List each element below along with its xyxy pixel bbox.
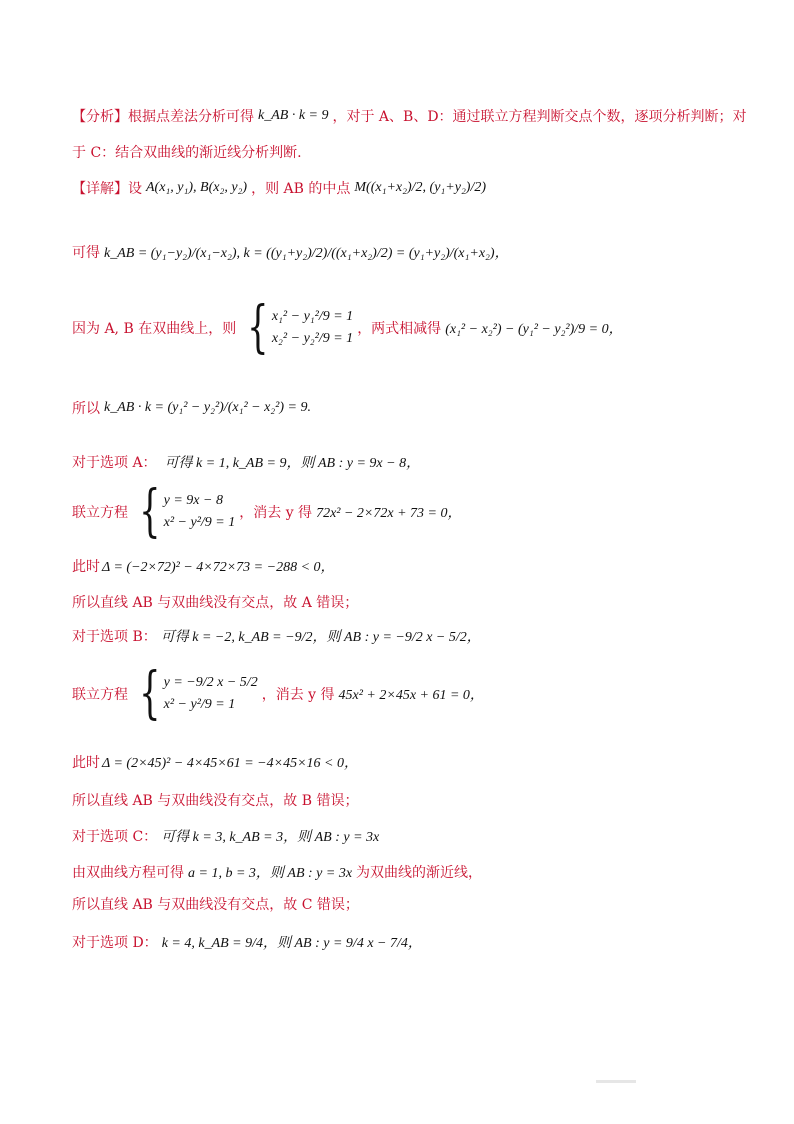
optionA-quad: 72x² − 2×72x + 73 = 0， <box>316 506 462 521</box>
subtract-text: ，两式相减得 <box>357 321 442 337</box>
left-brace: { <box>139 661 161 726</box>
optionA-elim: ，消去 y 得 <box>239 505 313 521</box>
optionA-line-3 <box>72 556 335 576</box>
subtract-result: (x₁² − x₂²) − (y₁² − y₂²)/9 = 0， <box>445 322 623 337</box>
analysis-math: k_AB · k = 9 <box>258 108 329 123</box>
slope-expr: k_AB = (y₁−y₂)/(x₁−x₂), k = ((y₁+y₂)/2)/((x₁+x₂)/2) = (y₁+y₂)/(x₁+x₂)， <box>104 246 509 261</box>
left-brace: { <box>139 479 161 544</box>
optionB-conclusion: 所以直线 AB 与双曲线没有交点，故 B 错误； <box>72 793 359 809</box>
so-expr: k_AB · k = (y₁² − y₂²)/(x₁² − x₂²) = 9. <box>104 400 311 415</box>
slope-text: 可得 <box>72 245 100 261</box>
optionA-join: 联立方程 <box>72 505 128 521</box>
optionD-line-1 <box>72 932 422 952</box>
optionA-system <box>132 479 236 544</box>
optionB-line-1 <box>72 626 481 646</box>
optionB-delta-text: 此时 <box>72 755 100 771</box>
analysis-line-2: 于 C：结合双曲线的渐近线分析判断. <box>72 145 302 161</box>
faint-mark <box>596 1080 636 1083</box>
detail-tag: 【详解】 <box>72 181 128 197</box>
because-line <box>72 295 623 360</box>
optionB-quad: 45x² + 2×45x + 61 = 0， <box>338 688 484 703</box>
optionA-line-2 <box>72 479 462 544</box>
analysis-line-1 <box>72 106 747 126</box>
optionA-delta-text: 此时 <box>72 559 100 575</box>
detail-set: 设 <box>128 181 142 197</box>
analysis-text-a: 根据点差法分析可得 <box>128 109 254 125</box>
system1-eq2: x₂² − y₂²/9 = 1 <box>271 331 354 346</box>
system1 <box>240 295 354 360</box>
analysis-text-b: ，对于 A、B、D：通过联立方程判断交点个数，逐项分析判断；对 <box>332 109 747 125</box>
optionD-label: 对于选项 D： <box>72 935 158 951</box>
optionB-eq2: x² − y²/9 = 1 <box>163 697 236 712</box>
analysis-tag: 【分析】 <box>72 109 128 125</box>
optionB-a1: 可得 k = −2, k_AB = −9/2，则 AB : y = −9/2 x − 5/2， <box>160 630 481 645</box>
optionB-label: 对于选项 B： <box>72 629 157 645</box>
optionC-conclusion: 所以直线 AB 与双曲线没有交点，故 C 错误； <box>72 897 359 913</box>
system1-eq1: x₁² − y₁²/9 = 1 <box>271 309 354 324</box>
optionC-line-2 <box>72 862 482 882</box>
optionB-elim: ，消去 y 得 <box>261 687 335 703</box>
optionA-eq2: x² − y²/9 = 1 <box>163 515 236 530</box>
optionC-b1-text: 由双曲线方程可得 <box>72 865 184 881</box>
so-text: 所以 <box>72 401 100 417</box>
optionC-a1: 可得 k = 3, k_AB = 3，则 AB : y = 3x <box>161 830 380 845</box>
optionC-b1-tail: 为双曲线的渐近线， <box>356 865 483 881</box>
optionD-a1: k = 4, k_AB = 9/4，则 AB : y = 9/4 x − 7/4， <box>161 936 422 951</box>
optionA-delta: Δ = (−2×72)² − 4×72×73 = −288 < 0， <box>102 560 335 575</box>
optionA-conclusion: 所以直线 AB 与双曲线没有交点，故 A 错误； <box>72 595 359 611</box>
optionB-line-2 <box>72 661 484 726</box>
optionA-line-1 <box>72 452 420 472</box>
because-text: 因为 A, B 在双曲线上，则 <box>72 321 237 337</box>
optionB-delta: Δ = (2×45)² − 4×45×61 = −4×45×16 < 0， <box>102 756 358 771</box>
detail-mid-text: ，则 AB 的中点 <box>251 181 351 197</box>
optionA-eq1: y = 9x − 8 <box>163 493 223 508</box>
optionC-b1-math: a = 1, b = 3，则 AB : y = 3x <box>188 866 353 881</box>
optionA-a1: 可得 k = 1, k_AB = 9，则 AB : y = 9x − 8， <box>164 456 421 471</box>
optionB-line-3 <box>72 752 358 772</box>
optionB-eq1: y = −9/2 x − 5/2 <box>163 675 258 690</box>
detail-points: A(x₁, y₁), B(x₂, y₂) <box>146 180 248 195</box>
detail-line-1 <box>72 178 486 198</box>
optionC-line-1 <box>72 826 379 846</box>
detail-midpoint: M((x₁+x₂)/2, (y₁+y₂)/2) <box>354 180 487 195</box>
optionA-label: 对于选项 A： <box>72 455 157 471</box>
so-line <box>72 398 311 418</box>
optionB-join: 联立方程 <box>72 687 128 703</box>
optionC-label: 对于选项 C： <box>72 829 158 845</box>
left-brace: { <box>247 295 269 360</box>
optionB-system <box>132 661 258 726</box>
slope-line <box>72 242 509 262</box>
